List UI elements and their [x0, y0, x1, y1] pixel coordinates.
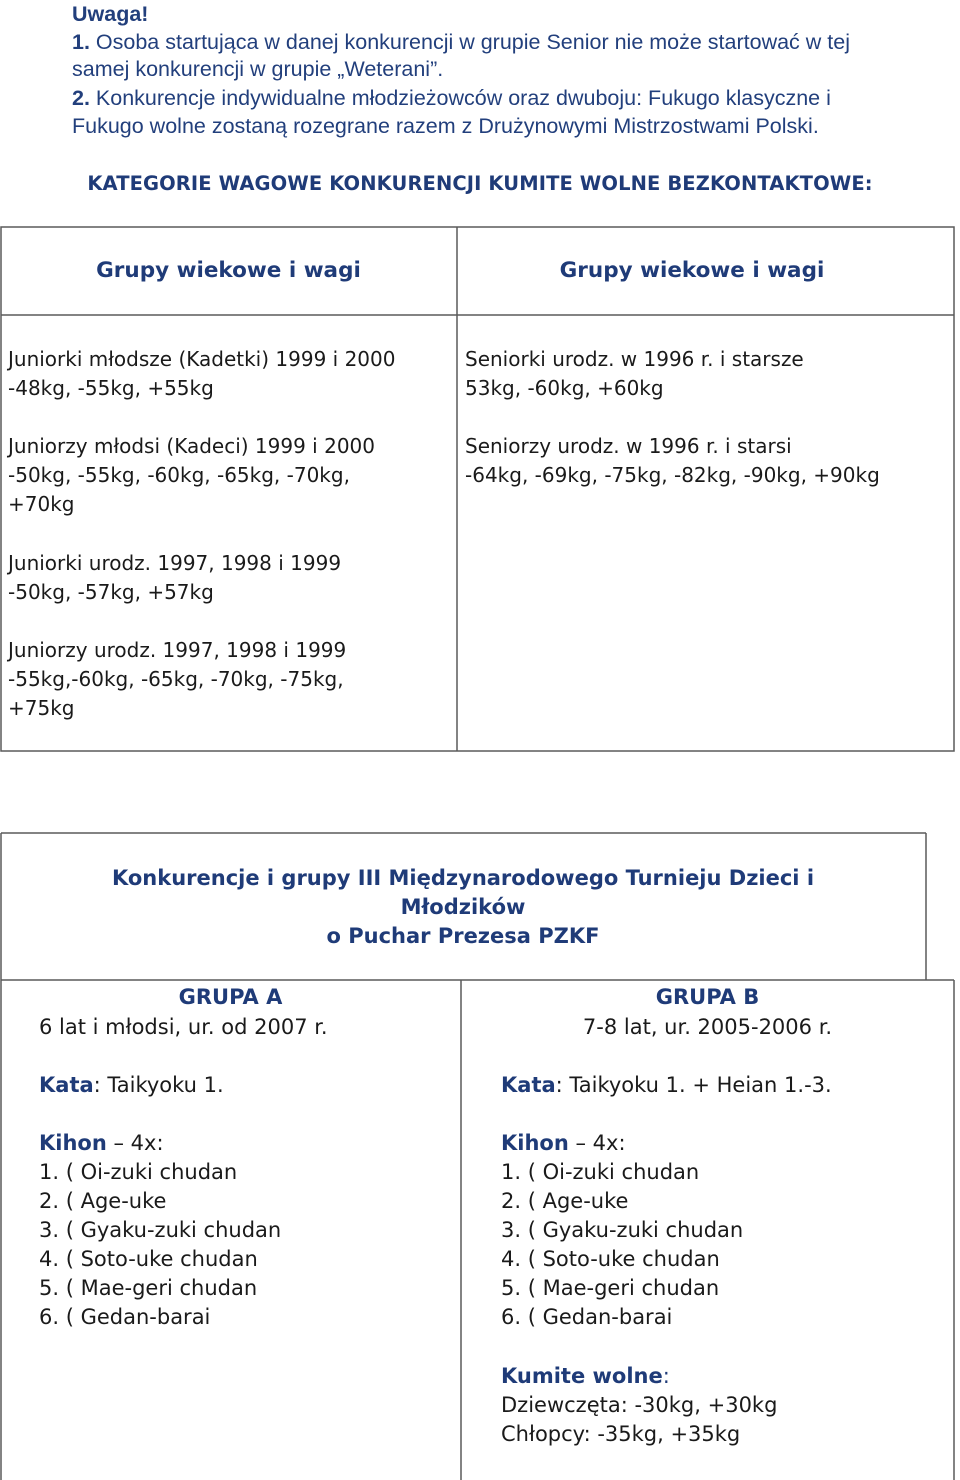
tournament-title-line-3: o Puchar Prezesa PZKF — [326, 924, 600, 948]
right-group-2 — [465, 432, 880, 490]
group-weights: -50kg, -55kg, -60kg, -65kg, -70kg, — [8, 463, 350, 487]
kihon-item: 5. ( Mae-geri chudan — [39, 1276, 258, 1300]
note-2-number: 2. — [72, 86, 90, 110]
kumite-item: Dziewczęta: -30kg, +30kg — [501, 1393, 778, 1417]
weight-table-header-right: Grupy wiekowe i wagi — [559, 258, 825, 283]
group-a-title: GRUPA A — [178, 985, 283, 1009]
left-group-3 — [8, 549, 341, 607]
kihon-item: 3. ( Gyaku-zuki chudan — [39, 1218, 282, 1242]
right-group-1 — [465, 345, 804, 403]
weight-table-header-left: Grupy wiekowe i wagi — [96, 258, 361, 283]
group-weights: -55kg,-60kg, -65kg, -70kg, -75kg, — [8, 667, 344, 691]
kumite-colon: : — [662, 1364, 670, 1388]
note-2-line-1 — [72, 86, 831, 111]
group-name: Seniorki urodz. w 1996 r. i starsze — [465, 347, 804, 371]
tournament-title — [0, 864, 926, 951]
kihon-label: Kihon — [39, 1131, 107, 1155]
group-weights: 53kg, -60kg, +60kg — [465, 376, 664, 400]
kata-value: : Taikyoku 1. + Heian 1.-3. — [555, 1073, 832, 1097]
note-1-line-2: samej konkurencji w grupie „Weterani”. — [72, 57, 444, 81]
group-b-kihon — [501, 1129, 743, 1332]
group-b-kata — [501, 1071, 832, 1100]
kihon-label: Kihon — [501, 1131, 569, 1155]
group-b-title: GRUPA B — [655, 985, 760, 1009]
kihon-item: 6. ( Gedan-barai — [39, 1305, 211, 1329]
note-2-text: Konkurencje indywidualne młodzieżowców oraz dwuboju: Fukugo klasyczne i — [95, 86, 831, 110]
note-1-text: Osoba startująca w danej konkurencji w grupie Senior nie może startować w tej — [95, 30, 850, 54]
kata-label: Kata — [39, 1073, 94, 1097]
note-1-line-1 — [72, 30, 850, 55]
group-b-kumite — [501, 1362, 777, 1449]
group-weights-cont: +70kg — [8, 492, 75, 516]
group-a-kihon — [39, 1129, 281, 1332]
group-a-kata — [39, 1071, 224, 1100]
left-group-1 — [8, 345, 395, 403]
group-weights-cont: +75kg — [8, 696, 75, 720]
group-weights: -64kg, -69kg, -75kg, -82kg, -90kg, +90kg — [465, 463, 880, 487]
group-name: Juniorki młodsze (Kadetki) 1999 i 2000 — [8, 347, 396, 371]
weight-category-table — [0, 226, 955, 752]
kata-value: : Taikyoku 1. — [93, 1073, 224, 1097]
note-2-line-2: Fukugo wolne zostaną rozegrane razem z Drużynowymi Mistrzostwami Polski. — [72, 114, 819, 138]
kihon-item: 1. ( Oi-zuki chudan — [501, 1160, 700, 1184]
notes-title: Uwaga! — [72, 2, 149, 26]
kumite-item: Chłopcy: -35kg, +35kg — [501, 1422, 741, 1446]
kata-label: Kata — [501, 1073, 556, 1097]
tournament-title-line-1: Konkurencje i grupy III Międzynarodowego Turnieju Dzieci i — [111, 866, 815, 890]
group-weights: -50kg, -57kg, +57kg — [8, 580, 214, 604]
kihon-item: 4. ( Soto-uke chudan — [501, 1247, 720, 1271]
group-a-subtitle: 6 lat i młodsi, ur. od 2007 r. — [39, 1015, 328, 1039]
group-name: Juniorzy młodsi (Kadeci) 1999 i 2000 — [8, 434, 375, 458]
group-name: Juniorki urodz. 1997, 1998 i 1999 — [8, 551, 342, 575]
tournament-title-line-2: Młodzików — [400, 895, 526, 919]
kihon-item: 3. ( Gyaku-zuki chudan — [501, 1218, 744, 1242]
group-name: Seniorzy urodz. w 1996 r. i starsi — [465, 434, 792, 458]
kihon-item: 2. ( Age-uke — [501, 1189, 629, 1213]
group-b-subtitle: 7-8 lat, ur. 2005-2006 r. — [582, 1015, 833, 1039]
kihon-item: 1. ( Oi-zuki chudan — [39, 1160, 238, 1184]
kihon-item: 5. ( Mae-geri chudan — [501, 1276, 720, 1300]
group-weights: -48kg, -55kg, +55kg — [8, 376, 214, 400]
kihon-item: 6. ( Gedan-barai — [501, 1305, 673, 1329]
kumite-heading: KATEGORIE WAGOWE KONKURENCJI KUMITE WOLNE BEZKONTAKTOWE: — [87, 172, 873, 195]
left-group-4 — [8, 636, 346, 723]
kihon-value: – 4x: — [106, 1131, 164, 1155]
left-group-2 — [8, 432, 375, 519]
note-1-number: 1. — [72, 30, 90, 54]
kumite-label: Kumite wolne — [501, 1364, 663, 1388]
kihon-item: 4. ( Soto-uke chudan — [39, 1247, 258, 1271]
kihon-item: 2. ( Age-uke — [39, 1189, 167, 1213]
group-name: Juniorzy urodz. 1997, 1998 i 1999 — [8, 638, 347, 662]
kihon-value: – 4x: — [568, 1131, 626, 1155]
